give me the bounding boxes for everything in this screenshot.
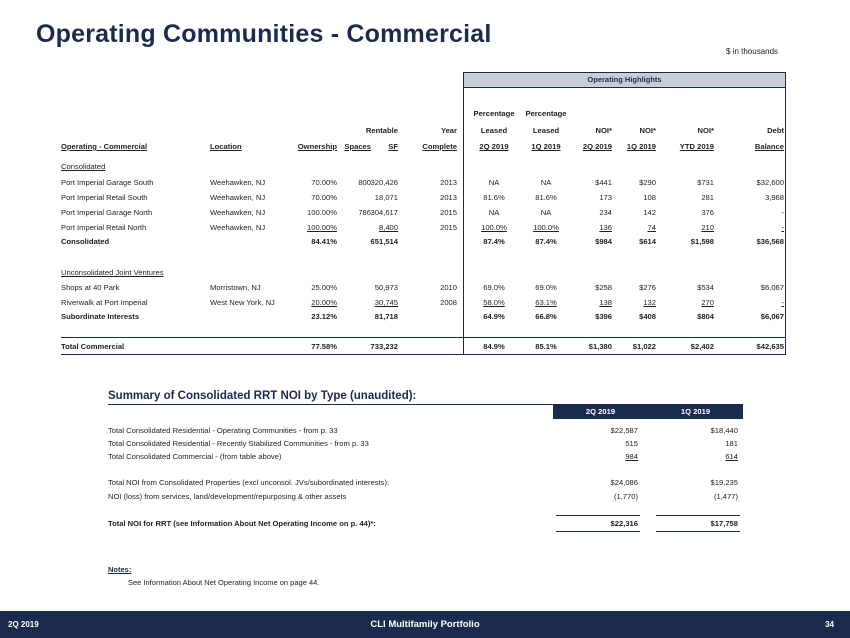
col-sf-header: SF	[388, 142, 398, 151]
cell-leased-q2: NA	[488, 208, 500, 217]
cell-name: Port Imperial Garage North	[61, 208, 153, 217]
cell-noi-q2: 136	[599, 223, 612, 232]
cell-sf: 8,400	[378, 223, 398, 232]
cell-noi-q1: 74	[647, 223, 656, 232]
cell-sf: 651,514	[370, 237, 398, 246]
summary-value-2q: 984	[625, 452, 638, 461]
summary-value-1q: (1,477)	[713, 492, 738, 501]
cell-leased-q1: 87.4%	[535, 237, 557, 246]
cell-noi-q1: $290	[639, 178, 656, 187]
footer-bar	[0, 611, 850, 638]
summary-label: Total NOI for RRT (see Information About Net Operating Income on p. 44)*:	[108, 519, 376, 528]
cell-year: 2013	[440, 178, 457, 187]
cell-sf: 733,232	[370, 342, 398, 351]
operating-highlights-label: Operating Highlights	[463, 72, 786, 88]
col-leased-q1-line2: Leased	[532, 126, 560, 135]
cell-sf: 30,745	[374, 298, 398, 307]
summary-total-double-1	[556, 531, 640, 534]
cell-noi-q2: 173	[599, 193, 612, 202]
cell-noi-q2: $258	[595, 283, 612, 292]
notes-label: Notes:	[108, 565, 132, 574]
col-ownership-header: Ownership	[297, 142, 337, 151]
col-debt-line1: Debt	[767, 126, 784, 135]
cell-leased-q2: 64.9%	[483, 312, 505, 321]
col-leased-q1-header: 1Q 2019	[531, 142, 561, 151]
cell-leased-q1: 81.6%	[535, 193, 557, 202]
cell-debt: $36,568	[756, 237, 784, 246]
cell-name: Riverwalk at Port Imperial	[61, 298, 148, 307]
cell-noi-q1: $408	[639, 312, 656, 321]
cell-ownership: 70.00%	[311, 193, 337, 202]
col-spaces-header: Spaces	[344, 142, 371, 151]
cell-ownership: 25.00%	[311, 283, 337, 292]
col-noi-ytd-header: YTD 2019	[679, 142, 714, 151]
col-name-header: Operating - Commercial	[61, 142, 148, 151]
col-year-header: Complete	[422, 142, 457, 151]
cell-leased-q1: 85.1%	[535, 342, 557, 351]
cell-debt: -	[781, 208, 784, 217]
cell-spaces: 800	[358, 178, 371, 187]
summary-title: Summary of Consolidated RRT NOI by Type (unaudited):	[108, 390, 417, 402]
col-sf-line1: Rentable	[365, 126, 398, 135]
cell-leased-q2: 69.0%	[483, 283, 505, 292]
cell-noi-ytd: $731	[697, 178, 714, 187]
cell-name: Subordinate Interests	[61, 312, 140, 321]
summary-value-1q: 181	[725, 439, 738, 448]
summary-value-1q: $19,235	[710, 478, 738, 487]
cell-location: Weehawken, NJ	[210, 178, 266, 187]
cell-year: 2010	[440, 283, 457, 292]
summary-label: NOI (loss) from services, land/development/repurposing & other assets	[108, 492, 347, 501]
cell-sf: 320,426	[370, 178, 398, 187]
cell-name: Port Imperial Retail North	[61, 223, 147, 232]
cell-leased-q1: 100.0%	[533, 223, 559, 232]
cell-ownership: 20.00%	[311, 298, 337, 307]
summary-value-2q: $24,086	[610, 478, 638, 487]
cell-noi-ytd: 270	[701, 298, 714, 307]
summary-label: Total Consolidated Commercial - (from table above)	[108, 452, 282, 461]
cell-noi-ytd: 210	[701, 223, 714, 232]
table-rule-bottom	[61, 354, 785, 355]
cell-year: 2015	[440, 208, 457, 217]
summary-col-1q2019: 1Q 2019	[680, 407, 711, 416]
cell-sf: 18,071	[374, 193, 398, 202]
summary-value-1q: $17,758	[710, 519, 738, 528]
cell-year: 2008	[440, 298, 457, 307]
cell-leased-q2: 84.9%	[483, 342, 505, 351]
summary-label: Total NOI from Consolidated Properties (excl unconsol. JVs/subordinated interests):	[108, 478, 390, 487]
notes-text: See Information About Net Operating Income on page 44.	[128, 578, 320, 587]
footer-period: 2Q 2019	[8, 620, 39, 629]
cell-year: 2015	[440, 223, 457, 232]
cell-noi-q2: 138	[599, 298, 612, 307]
col-noi-q2-header: 2Q 2019	[582, 142, 612, 151]
cell-leased-q1: NA	[540, 178, 552, 187]
cell-noi-q1: $276	[639, 283, 656, 292]
cell-name: Port Imperial Garage South	[61, 178, 154, 187]
cell-debt: $6,067	[760, 283, 784, 292]
cell-sf: 81,718	[374, 312, 398, 321]
cell-noi-q2: $441	[595, 178, 612, 187]
col-location-header: Location	[210, 142, 242, 151]
section-unconsolidated: Unconsolidated Joint Ventures	[61, 268, 164, 277]
cell-debt: $32,600	[756, 178, 784, 187]
summary-label: Total Consolidated Residential - Recently Stabilized Communities - from p. 33	[108, 439, 369, 448]
cell-debt: $42,635	[756, 342, 784, 351]
cell-noi-q2: 234	[599, 208, 612, 217]
cell-noi-q1: 142	[643, 208, 656, 217]
footer-page-number: 34	[825, 620, 834, 629]
cell-ownership: 84.41%	[311, 237, 337, 246]
cell-noi-q1: $1,022	[632, 342, 656, 351]
cell-leased-q2: 87.4%	[483, 237, 505, 246]
cell-ownership: 100.00%	[307, 223, 337, 232]
cell-debt: 3,968	[764, 193, 784, 202]
col-leased-q2-header: 2Q 2019	[479, 142, 509, 151]
cell-year: 2013	[440, 193, 457, 202]
cell-name: Port Imperial Retail South	[61, 193, 148, 202]
cell-leased-q2: NA	[488, 178, 500, 187]
summary-total-rule-1	[556, 515, 640, 516]
cell-noi-ytd: 376	[701, 208, 714, 217]
cell-leased-q1: 69.0%	[535, 283, 557, 292]
footer-title: CLI Multifamily Portfolio	[370, 619, 480, 630]
summary-value-1q: $18,440	[710, 426, 738, 435]
section-consolidated: Consolidated	[61, 162, 106, 171]
cell-noi-q1: 108	[643, 193, 656, 202]
cell-debt: -	[781, 298, 784, 307]
cell-leased-q2: 58.0%	[483, 298, 505, 307]
summary-value-2q: $22,316	[610, 519, 638, 528]
cell-leased-q1: 63.1%	[535, 298, 557, 307]
cell-leased-q2: 81.6%	[483, 193, 505, 202]
summary-value-2q: (1,770)	[613, 492, 638, 501]
cell-noi-q1: $614	[639, 237, 656, 246]
col-leased-q1-line1: Percentage	[525, 109, 567, 118]
cell-noi-ytd: $534	[697, 283, 714, 292]
cell-noi-ytd: $1,598	[690, 237, 714, 246]
cell-noi-ytd: $2,402	[690, 342, 714, 351]
cell-ownership: 77.58%	[311, 342, 337, 351]
cell-ownership: 100.00%	[307, 208, 337, 217]
summary-value-2q: 515	[625, 439, 638, 448]
cell-noi-ytd: $804	[697, 312, 714, 321]
col-noi-ytd-line1: NOI*	[697, 126, 714, 135]
cell-location: West New York, NJ	[210, 298, 275, 307]
cell-leased-q1: 66.8%	[535, 312, 557, 321]
cell-noi-q2: $984	[595, 237, 612, 246]
units-note: $ in thousands	[726, 47, 779, 56]
cell-debt: $6,067	[760, 312, 784, 321]
summary-label: Total Consolidated Residential - Operating Communities - from p. 33	[108, 426, 338, 435]
cell-noi-ytd: 281	[701, 193, 714, 202]
cell-sf: 304,617	[370, 208, 398, 217]
col-leased-q2-line2: Leased	[480, 126, 508, 135]
cell-name: Total Commercial	[61, 342, 125, 351]
cell-location: Weehawken, NJ	[210, 193, 266, 202]
col-debt-header: Balance	[754, 142, 784, 151]
summary-total-rule-2	[656, 515, 740, 516]
summary-header	[553, 404, 743, 419]
cell-ownership: 70.00%	[311, 178, 337, 187]
cell-leased-q1: NA	[540, 208, 552, 217]
cell-name: Shops at 40 Park	[61, 283, 120, 292]
page-title: Operating Communities - Commercial	[36, 20, 492, 48]
col-leased-q2-line1: Percentage	[473, 109, 515, 118]
summary-col-2q2019: 2Q 2019	[585, 407, 616, 416]
col-noi-q2-line1: NOI*	[595, 126, 612, 135]
summary-total-double-2	[656, 531, 740, 534]
col-noi-q1-line1: NOI*	[639, 126, 656, 135]
col-noi-q1-header: 1Q 2019	[626, 142, 656, 151]
cell-spaces: 786	[358, 208, 371, 217]
cell-location: Weehawken, NJ	[210, 208, 266, 217]
cell-leased-q2: 100.0%	[481, 223, 507, 232]
cell-name: Consolidated	[61, 237, 110, 246]
cell-noi-q2: $1,380	[588, 342, 612, 351]
cell-ownership: 23.12%	[311, 312, 337, 321]
col-year-line1: Year	[440, 126, 457, 135]
summary-value-1q: 614	[725, 452, 738, 461]
cell-sf: 50,973	[374, 283, 398, 292]
cell-noi-q1: 132	[643, 298, 656, 307]
cell-location: Morristown, NJ	[210, 283, 261, 292]
table-rule-top	[61, 337, 785, 338]
cell-debt: -	[781, 223, 784, 232]
summary-value-2q: $22,587	[610, 426, 638, 435]
cell-noi-q2: $396	[595, 312, 612, 321]
cell-location: Weehawken, NJ	[210, 223, 266, 232]
